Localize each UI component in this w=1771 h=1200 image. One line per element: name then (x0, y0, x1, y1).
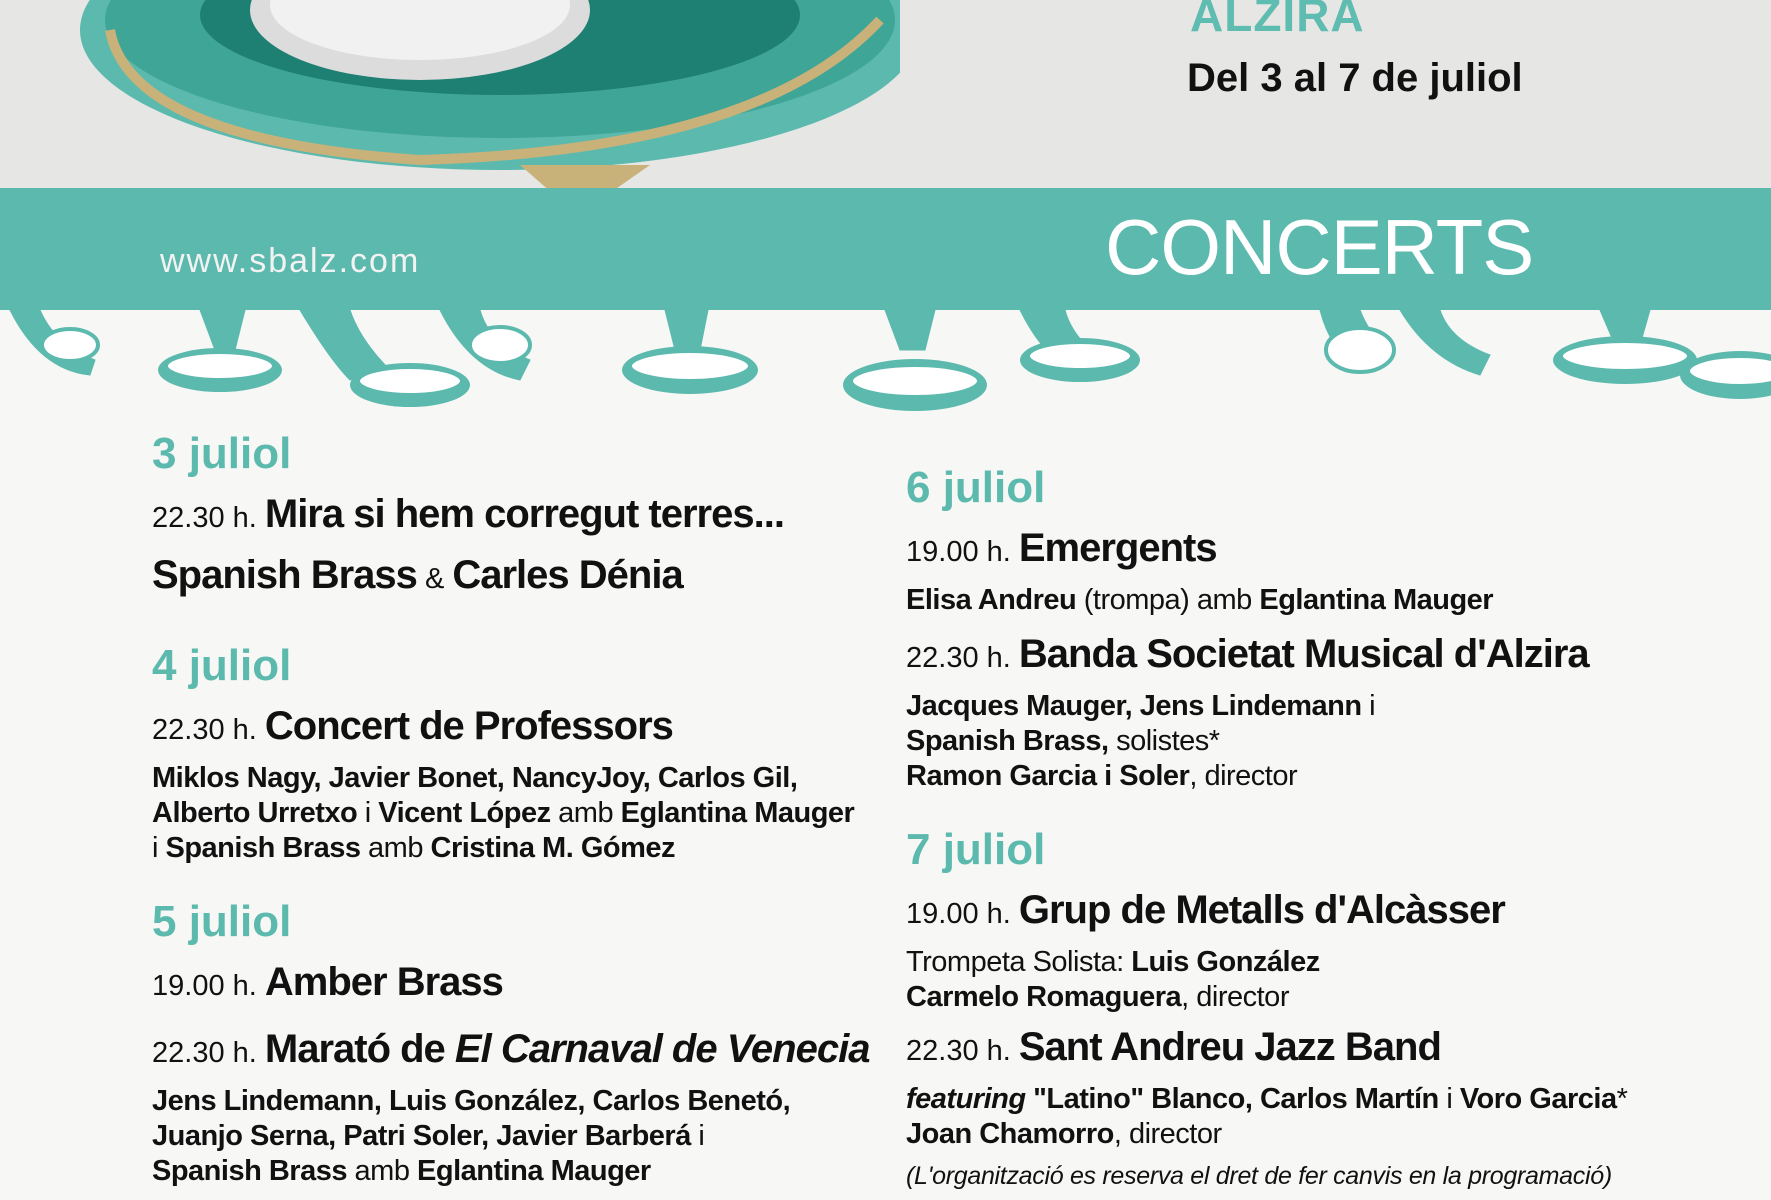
event-title-italic: El Carnaval de Venecia (454, 1027, 870, 1071)
performer-names: "Latino" Blanco, Carlos Martín (1025, 1083, 1439, 1115)
event-title: Emergents (1018, 526, 1217, 570)
performers-line (152, 831, 872, 866)
event-4-1 (152, 700, 872, 866)
performer-name: Vicent López (378, 797, 551, 829)
performers-line (906, 689, 1706, 724)
connector-text: amb (550, 797, 621, 829)
city-name: ALZIRA (1190, 0, 1365, 41)
event-time: 22.30 h. (906, 642, 1019, 674)
website-link[interactable]: www.sbalz.com (160, 242, 421, 280)
day-heading-5: 5 juliol (152, 897, 292, 946)
event-title: Sant Andreu Jazz Band (1018, 1025, 1441, 1069)
performers-line (906, 583, 1706, 618)
performer-name: Joan Chamorro (906, 1118, 1114, 1150)
performer-name: Carmelo Romaguera (906, 981, 1182, 1013)
performers-line (906, 1082, 1706, 1117)
connector-text: i (1361, 690, 1376, 722)
performers-line (906, 759, 1706, 794)
connector-text: & (416, 563, 453, 595)
event-time: 19.00 h. (152, 970, 265, 1002)
event-title: Marató de (264, 1027, 455, 1071)
connector-text: i (152, 832, 166, 864)
role-text: , director (1189, 760, 1298, 792)
performer-names: Miklos Nagy, Javier Bonet, NancyJoy, Carlos Gil, (152, 762, 798, 794)
performer-name: Elisa Andreu (906, 584, 1077, 616)
event-time: 22.30 h. (152, 714, 265, 746)
connector-text: amb (360, 832, 431, 864)
role-text: Trompeta Solista: (906, 946, 1132, 978)
event-title: Concert de Professors (264, 704, 673, 748)
program-right-column (906, 462, 1706, 1191)
trumpet-valves-decoration (0, 300, 1771, 440)
featuring-label: featuring (906, 1083, 1026, 1115)
performer-name: Eglantina Mauger (1259, 584, 1494, 616)
day-heading-7: 7 juliol (906, 825, 1046, 874)
performer-names: Jacques Mauger, Jens Lindemann (906, 690, 1362, 722)
instrument-bell-illustration (0, 0, 900, 190)
header-image-area (0, 0, 1771, 190)
connector-text: i (357, 797, 379, 829)
performers-line (152, 1119, 872, 1154)
performer-name: Eglantina Mauger (620, 797, 855, 829)
performer-name: Eglantina Mauger (417, 1155, 651, 1187)
event-title: Amber Brass (264, 960, 503, 1004)
performer-names: Juanjo Serna, Patri Soler, Javier Barberá (152, 1120, 691, 1152)
event-title: Banda Societat Musical d'Alzira (1018, 632, 1589, 676)
performer-name: Spanish Brass (165, 832, 361, 864)
performer-name: Cristina M. Gómez (430, 832, 676, 864)
performers-line (152, 1084, 872, 1119)
performers-line (906, 980, 1706, 1015)
performers-line (906, 724, 1706, 759)
section-title: CONCERTS (1105, 203, 1534, 291)
performers-line (152, 796, 872, 831)
role-text: , director (1181, 981, 1289, 1013)
connector-text: (trompa) amb (1076, 584, 1260, 616)
event-6-1 (906, 522, 1706, 618)
performer-names: Jens Lindemann, Luis González, Carlos Benetó, (152, 1085, 791, 1117)
performer-name: Spanish Brass (152, 553, 417, 597)
performers-line (906, 945, 1706, 980)
connector-text: i (690, 1120, 705, 1152)
performer-name: Voro Garcia (1459, 1083, 1617, 1115)
event-5-2 (152, 1023, 872, 1189)
event-time: 22.30 h. (152, 1037, 265, 1069)
event-6-2 (906, 628, 1706, 794)
performer-name: Luis González (1131, 946, 1320, 978)
performer-name: Spanish Brass (152, 1155, 347, 1187)
event-time: 22.30 h. (152, 502, 265, 534)
performer-name: Spanish Brass, (906, 725, 1109, 757)
program-change-notice: (L'organització es reserva el dret de fer canvis en la programació) (906, 1162, 1612, 1190)
performers-line (906, 1117, 1706, 1152)
event-time: 19.00 h. (906, 898, 1019, 930)
event-7-2 (906, 1021, 1706, 1152)
event-time: 19.00 h. (906, 536, 1019, 568)
connector-text: i (1438, 1083, 1460, 1115)
performer-name: Alberto Urretxo (152, 797, 358, 829)
day-heading-3: 3 juliol (152, 429, 292, 478)
performer-name: Ramon Garcia i Soler (906, 760, 1190, 792)
performers-line (152, 1154, 872, 1189)
event-title: Grup de Metalls d'Alcàsser (1018, 888, 1505, 932)
event-time: 22.30 h. (906, 1035, 1019, 1067)
day-heading-4: 4 juliol (152, 641, 292, 690)
connector-text: amb (346, 1155, 418, 1187)
performers-line (152, 761, 872, 796)
program-left-column (152, 428, 872, 1195)
event-title: Mira si hem corregut terres... (264, 492, 784, 536)
event-7-1 (906, 884, 1706, 1015)
footnote-mark: * (1616, 1083, 1628, 1115)
role-text: , director (1113, 1118, 1222, 1150)
event-3-1 (152, 488, 872, 610)
performer-name: Carles Dénia (452, 553, 683, 597)
role-text: solistes* (1108, 725, 1220, 757)
event-5-1 (152, 956, 872, 1017)
festival-dates: Del 3 al 7 de juliol (1187, 56, 1523, 100)
day-heading-6: 6 juliol (906, 463, 1046, 512)
